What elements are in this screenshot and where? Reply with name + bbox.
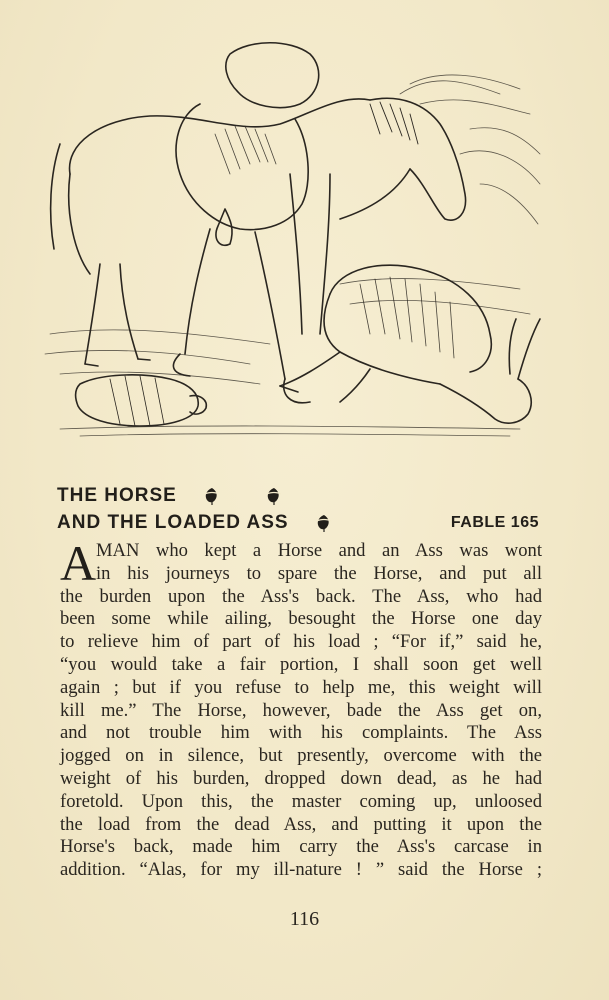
fable-heading [57,482,547,536]
text-line: “you would take a fair portion, I shall soon get well [60,653,542,675]
drop-cap: A [60,535,97,591]
text-line: weight of his burden, dropped down dead, as he had [60,767,542,789]
fable-illustration [40,34,550,444]
text-line: again ; but if you refuse to help me, this weight will [60,676,542,698]
text-line: jogged on in silence, but presently, overcome with the [60,745,542,767]
text-line: kill me.” The Horse, however, bade the Ass get on, [60,699,542,721]
text-line: the load from the dead Ass, and putting it upon the [60,813,542,835]
heading-line-1 [57,482,547,509]
text-line: been some while ailing, besought the Horse one day [60,608,542,630]
leaf-ornament-icon [313,513,335,533]
leaf-ornament-icon [201,486,223,506]
title-line-2: AND THE LOADED ASS [57,512,289,533]
text-line: foretold. Upon this, the master coming up, unloosed [60,790,542,812]
fable-number: FABLE 165 [450,514,539,531]
text-line: MAN who kept a Horse and an Ass was wont [96,540,542,561]
text-line: and not trouble him with his complaints. The Ass [60,722,542,744]
text-line: Horse's back, made him carry the Ass's carcase in [60,836,542,858]
text-line: to relieve him of part of his load ; “For if,” said he, [60,631,542,653]
text-line: addition. “Alas, for my ill-nature ! ” said the Horse ; [60,859,542,881]
text-line: the burden upon the Ass's back. The Ass, who had [60,585,542,607]
fable-text [60,535,542,882]
leaf-ornament-icon [263,486,285,506]
title-line-1: THE HORSE [57,485,177,506]
text-line: in his journeys to spare the Horse, and put all [96,562,542,584]
heading-line-2 [57,509,547,536]
page-number: 116 [289,908,320,930]
